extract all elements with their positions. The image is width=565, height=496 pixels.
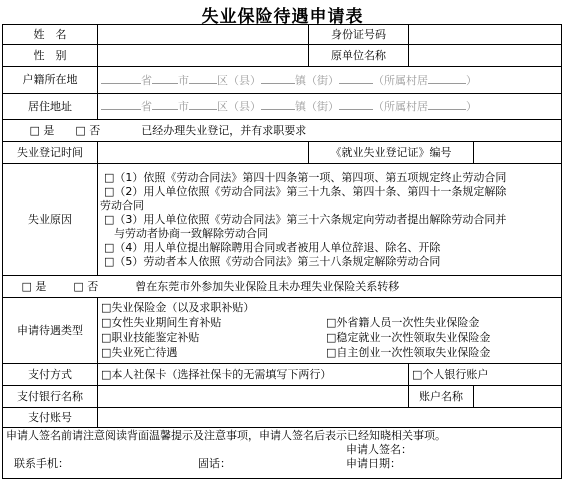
gender-field[interactable]: [98, 45, 309, 67]
household-village: （所属村居: [373, 73, 428, 87]
name-label: 姓 名: [3, 25, 98, 45]
benefit-death-checkbox[interactable]: □失业死亡待遇: [101, 346, 178, 359]
row-reason: [3, 164, 562, 276]
transfer-cell: [3, 276, 562, 298]
reason-option-3-cont: 与劳动者协商一致解除劳动合同: [114, 226, 268, 240]
account-number-label: 支付账号: [3, 408, 98, 428]
row-name-id: [3, 25, 562, 45]
payment-social-card-checkbox[interactable]: □本人社保卡（选择社保卡的无需填写下两行）: [98, 364, 409, 386]
row-benefit-type: [3, 298, 562, 364]
benefit-migrant-lump-checkbox[interactable]: □外省籍人员一次性失业保险金: [326, 316, 480, 329]
cert-number-label: 《就业失业登记证》编号: [309, 142, 474, 164]
transfer-text: 曾在东莞市外参加失业保险且未办理失业保险关系转移: [135, 279, 400, 293]
name-field[interactable]: [98, 25, 309, 45]
row-account: [3, 408, 562, 428]
registration-time-label: 失业登记时间: [3, 142, 98, 164]
employer-label: 原单位名称: [309, 45, 409, 67]
reason-option-5[interactable]: □（5）劳动者本人依照《劳动合同法》第三十八条规定解除劳动合同: [104, 254, 441, 268]
residence-label: 居住地址: [3, 94, 98, 120]
residence-city: 市: [178, 100, 189, 113]
benefit-maternity-checkbox[interactable]: □女性失业期间生育补贴: [101, 316, 222, 329]
row-bank: [3, 386, 562, 408]
row-household: [3, 67, 562, 94]
form-title: 失业保险待遇申请表: [201, 7, 364, 27]
row-registration-time: [3, 142, 562, 164]
employer-field[interactable]: [409, 45, 562, 67]
payment-method-label: 支付方式: [3, 364, 98, 386]
reason-option-2[interactable]: □（2）用人单位依照《劳动合同法》第三十九条、第四十条、第四十一条规定解除: [104, 184, 507, 198]
registered-cell: [3, 120, 562, 142]
row-transfer: [3, 276, 562, 298]
registered-no-checkbox[interactable]: □ 否: [75, 123, 101, 137]
benefit-skill-assessment-checkbox[interactable]: □职业技能鉴定补贴: [101, 331, 200, 344]
benefit-type-label: 申请待遇类型: [3, 298, 98, 364]
transfer-no-checkbox[interactable]: □ 否: [73, 279, 99, 293]
footer-notice: 申请人签名前请注意阅读背面温馨提示及注意事项，申请人签名后表示已经知晓相关事项。: [6, 429, 446, 442]
account-number-field[interactable]: [98, 408, 562, 428]
household-label: 户籍所在地: [3, 67, 98, 94]
household-city: 市: [178, 73, 189, 87]
row-payment-method: [3, 364, 562, 386]
row-registered: [3, 120, 562, 142]
household-district: 区（县）: [217, 73, 261, 87]
household-province: 省: [141, 73, 152, 87]
id-number-label: 身份证号码: [309, 25, 409, 45]
application-form-table: [2, 24, 562, 479]
household-address-field[interactable]: [98, 67, 562, 94]
row-gender-employer: [3, 45, 562, 67]
bank-name-label: 支付银行名称: [3, 386, 98, 408]
transfer-yes-checkbox[interactable]: □ 是: [21, 279, 47, 293]
residence-district: 区（县）: [217, 100, 261, 113]
row-residence: [3, 94, 562, 120]
account-name-field[interactable]: [474, 386, 562, 408]
residence-province: 省: [141, 100, 152, 113]
reason-option-1[interactable]: □（1）依照《劳动合同法》第四十四条第一项、第四项、第五项规定终止劳动合同: [104, 170, 507, 184]
signature-label: 申请人签名：: [346, 443, 412, 456]
registered-yes-checkbox[interactable]: □ 是: [29, 123, 55, 137]
household-town: 镇（街）: [295, 73, 339, 87]
registered-text: 已经办理失业登记，并有求职要求: [141, 123, 307, 137]
benefit-unemployment-checkbox[interactable]: □失业保险金（以及求职补贴）: [101, 301, 255, 314]
cert-number-field[interactable]: [474, 142, 562, 164]
row-footer: [3, 428, 562, 479]
benefit-stable-employment-checkbox[interactable]: □稳定就业一次性领取失业保险金: [326, 331, 491, 344]
reason-options: [98, 164, 562, 276]
account-name-label: 账户名称: [409, 386, 474, 408]
mobile-label: 联系手机：: [14, 457, 69, 470]
benefit-options: [98, 298, 562, 364]
residence-town: 镇（街）: [295, 100, 339, 113]
reason-option-3[interactable]: □（3）用人单位依照《劳动合同法》第三十六条规定向劳动者提出解除劳动合同并: [104, 212, 507, 226]
residence-close: ）: [466, 100, 477, 113]
phone-label: 固话：: [198, 457, 231, 470]
reason-option-4[interactable]: □（4）用人单位提出解除聘用合同或者被用人单位辞退、除名、开除: [104, 240, 441, 254]
benefit-entrepreneur-checkbox[interactable]: □自主创业一次性领取失业保险金: [326, 346, 491, 359]
residence-village: （所属村居: [373, 100, 428, 113]
reason-label: 失业原因: [3, 164, 98, 276]
reason-option-2-cont: 劳动合同: [100, 198, 144, 212]
payment-bank-account-checkbox[interactable]: □个人银行账户: [409, 364, 562, 386]
id-number-field[interactable]: [409, 25, 562, 45]
gender-label: 性 别: [3, 45, 98, 67]
date-label: 申请日期：: [346, 457, 401, 470]
registration-time-field[interactable]: [98, 142, 309, 164]
residence-address-field[interactable]: [98, 94, 562, 120]
footer-cell: [3, 428, 562, 479]
bank-name-field[interactable]: [98, 386, 409, 408]
benefit-empty-slot: [326, 301, 558, 315]
household-close: ）: [466, 73, 477, 87]
